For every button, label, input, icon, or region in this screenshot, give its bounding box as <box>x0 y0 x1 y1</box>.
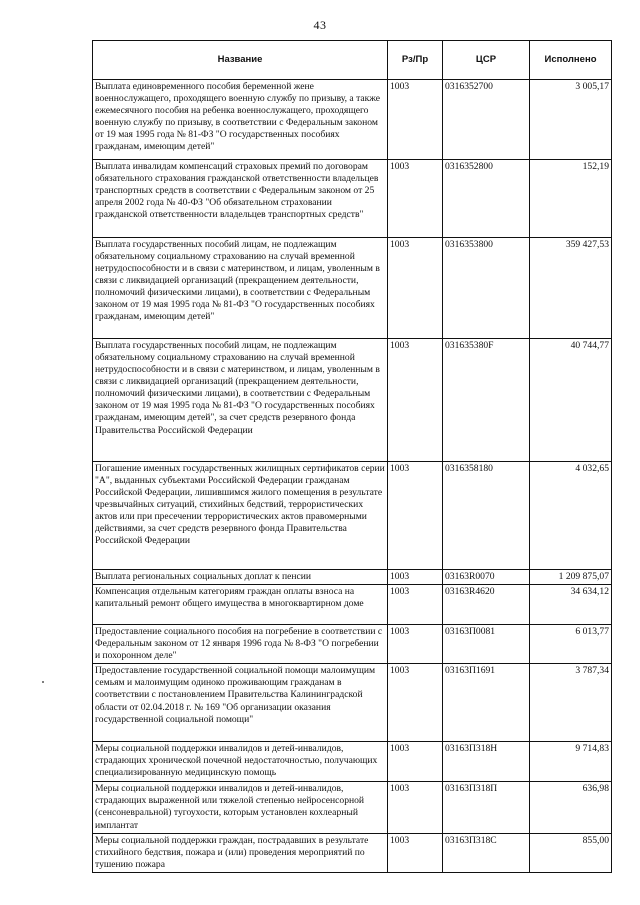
row-executed: 3 005,17 <box>530 80 612 160</box>
row-name: Выплата единовременного пособия беременной жене военнослужащего, проходящего военную службу по призыву, а также ежемесячного пособия на ребенка военнослужащего, проходящего военную службу по призыву, в соответствии с Федеральным законом от 19 мая 1995 года № 81-ФЗ "О государственных пособиях гражданам, имеющим детей" <box>93 80 388 160</box>
table-row <box>93 664 612 742</box>
table-row <box>93 782 612 833</box>
row-executed: 9 714,83 <box>530 742 612 782</box>
header-name: Название <box>93 41 388 80</box>
row-executed: 4 032,65 <box>530 462 612 570</box>
row-name: Погашение именных государственных жилищных сертификатов серии "А", выданных субъектами Российской Федерации гражданам Российской Федерации, лишившимся жилого помещения в результате чрезвычайных ситуаций, стихийных бедствий, террористических актов или при пресечении террористических актов правомерными действиями, за счет средств резервного фонда Правительства Российской Федерации <box>93 462 388 570</box>
row-section: 1003 <box>388 585 443 625</box>
row-section: 1003 <box>388 570 443 585</box>
row-name: Компенсация отдельным категориям граждан оплаты взноса на капитальный ремонт общего имущества в многоквартирном доме <box>93 585 388 625</box>
row-executed: 34 634,12 <box>530 585 612 625</box>
table-row <box>93 238 612 339</box>
row-executed: 6 013,77 <box>530 625 612 664</box>
header-section: Рз/Пр <box>388 41 443 80</box>
row-target: 03163П1691 <box>443 664 530 742</box>
scan-speck <box>42 681 44 683</box>
row-name: Меры социальной поддержки инвалидов и детей-инвалидов, страдающих хронической почечной недостаточностью, получающих специализированную медицинскую помощь <box>93 742 388 782</box>
row-name: Меры социальной поддержки инвалидов и детей-инвалидов, страдающих выраженной или тяжелой степенью нейросенсорной (сенсоневральной) тугоухости, которым установлен кохлеарный имплантат <box>93 782 388 833</box>
header-target: ЦСР <box>443 41 530 80</box>
row-target: 0316352800 <box>443 160 530 238</box>
row-target: 0316353800 <box>443 238 530 339</box>
table-row <box>93 339 612 462</box>
row-executed: 855,00 <box>530 833 612 872</box>
row-section: 1003 <box>388 238 443 339</box>
table-row <box>93 570 612 585</box>
header-executed: Исполнено <box>530 41 612 80</box>
row-executed: 359 427,53 <box>530 238 612 339</box>
row-section: 1003 <box>388 833 443 872</box>
row-target: 0316352700 <box>443 80 530 160</box>
row-section: 1003 <box>388 339 443 462</box>
row-name: Выплата государственных пособий лицам, не подлежащим обязательному социальному страхованию на случай временной нетрудоспособности и в связи с материнством, и лицам, уволенным в связи с ликвидацией организаций (прекращением деятельности, полномочий физическими лицами), в соответствии с Федеральным законом от 19 мая 1995 года № 81-ФЗ "О государственных пособиях гражданам, имеющим детей" <box>93 238 388 339</box>
row-executed: 636,98 <box>530 782 612 833</box>
table-row <box>93 585 612 625</box>
row-target: 03163R0070 <box>443 570 530 585</box>
row-target: 0316358180 <box>443 462 530 570</box>
table-row <box>93 160 612 238</box>
table-row <box>93 742 612 782</box>
row-target: 03163П0081 <box>443 625 530 664</box>
row-executed: 1 209 875,07 <box>530 570 612 585</box>
row-target: 03163П318С <box>443 833 530 872</box>
row-target: 03163П318Н <box>443 742 530 782</box>
row-section: 1003 <box>388 742 443 782</box>
row-executed: 152,19 <box>530 160 612 238</box>
row-name: Выплата инвалидам компенсаций страховых премий по договорам обязательного страхования гражданской ответственности владельцев транспортных средств в соответствии с Федеральным законом от 25 апреля 2002 года № 40-ФЗ "Об обязательном страховании гражданской ответственности владельцев транспортных средств" <box>93 160 388 238</box>
row-section: 1003 <box>388 160 443 238</box>
row-executed: 3 787,34 <box>530 664 612 742</box>
row-executed: 40 744,77 <box>530 339 612 462</box>
table-row <box>93 833 612 872</box>
row-section: 1003 <box>388 625 443 664</box>
row-name: Предоставление государственной социальной помощи малоимущим семьям и малоимущим одиноко проживающим гражданам в соответствии с постановлением Правительства Калининградской области от 02.04.2018 г. № 169 "Об организации оказания государственной социальной помощи" <box>93 664 388 742</box>
row-target: 03163П318П <box>443 782 530 833</box>
row-name: Предоставление социального пособия на погребение в соответствии с Федеральным законом от 12 января 1996 года № 8-ФЗ "О погребении и похоронном деле" <box>93 625 388 664</box>
row-target: 031635380F <box>443 339 530 462</box>
row-section: 1003 <box>388 664 443 742</box>
page-number: 43 <box>313 18 327 32</box>
table-row <box>93 80 612 160</box>
row-name: Меры социальной поддержки граждан, пострадавших в результате стихийного бедствия, пожара и (или) проведения мероприятий по тушению пожара <box>93 833 388 872</box>
table-row <box>93 625 612 664</box>
table-row <box>93 462 612 570</box>
row-section: 1003 <box>388 80 443 160</box>
row-section: 1003 <box>388 782 443 833</box>
row-name: Выплата государственных пособий лицам, не подлежащим обязательному социальному страхованию на случай временной нетрудоспособности и в связи с материнством, и лицам, уволенным в связи с ликвидацией организаций (прекращением деятельности, полномочий физическими лицами), в соответствии с Федеральным законом от 19 мая 1995 года № 81-ФЗ "О государственных пособиях гражданам, имеющим детей", за счет средств резервного фонда Правительства Российской Федерации <box>93 339 388 462</box>
header-row <box>93 41 612 80</box>
row-section: 1003 <box>388 462 443 570</box>
row-target: 03163R4620 <box>443 585 530 625</box>
row-name: Выплата региональных социальных доплат к пенсии <box>93 570 388 585</box>
budget-table <box>92 40 612 873</box>
